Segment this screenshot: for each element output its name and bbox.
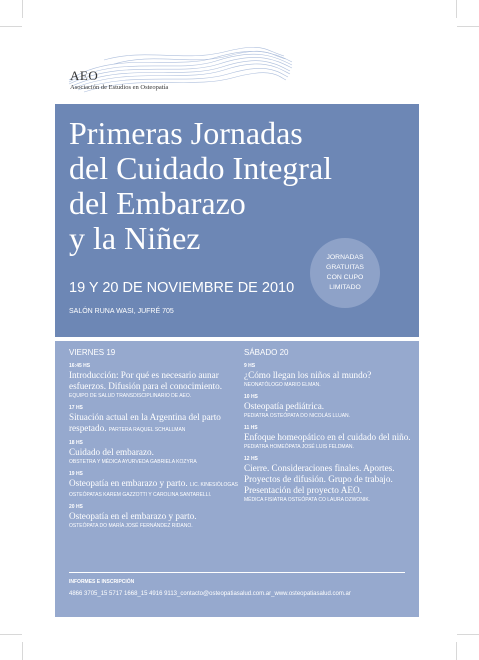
- crop-mark: [456, 0, 457, 18]
- session-speaker: OBSTETRA Y MÉDICA AYURVEDA GABRIELA KOZYRA: [69, 459, 197, 465]
- session-talk: Introducción: Por qué es necesario aunar esfuerzos. Difusión para el conocimiento.: [69, 370, 223, 391]
- session-speaker: PARTERA RAQUEL SCHALLMAN: [108, 427, 186, 433]
- session-time: 18 HS: [69, 440, 83, 446]
- badge-line: LIMITADO: [329, 284, 361, 291]
- contact-info: 4866 3705_15 5717 1668_15 4916 9113_contacto@osteopatiasalud.com.ar_www.osteopatiasalud.com.ar: [69, 591, 351, 597]
- session-talk: ¿Cómo llegan los niños al mundo?: [244, 370, 372, 380]
- session-talk: Cierre. Consideraciones finales. Aportes. Proyectos de difusión. Grupo de trabajo. Presentación del proyecto AEO.: [244, 463, 395, 495]
- logo-waves-icon: [64, 40, 294, 100]
- info-divider: [69, 572, 405, 573]
- event-dates: 19 Y 20 DE NOVIEMBRE DE 2010: [69, 280, 295, 296]
- friday-column: [69, 348, 249, 532]
- session-talk-text: Osteopatía en embarazo y parto.: [69, 478, 188, 488]
- info-heading: INFORMES E INSCRIPCIÓN: [69, 579, 135, 585]
- crop-mark: [457, 634, 479, 635]
- logo-acronym: AEO: [70, 68, 99, 83]
- event-title: [69, 116, 369, 256]
- badge-line: GRATUITAS: [326, 264, 364, 271]
- session-talk-text: Situación actual en la Argentina del parto respetado.: [69, 412, 221, 433]
- logo-org-name: Asociación de Estudios en Osteopatía: [70, 84, 169, 91]
- session-talk: Osteopatía pediátrica.: [244, 401, 325, 411]
- badge-line: CON CUPO: [326, 274, 364, 281]
- crop-mark: [22, 0, 23, 18]
- session-speaker: PEDIATRA HOMEÓPATA JOSÉ LUIS FELDMAN.: [244, 444, 354, 450]
- session-talk: [69, 412, 249, 436]
- session-speaker: OSTEÓPATA DO MARÍA JOSÉ FERNÁNDEZ RIDANO.: [69, 523, 193, 529]
- session-speaker: NEONATÓLOGO MARIO ELMAN.: [244, 382, 321, 388]
- session-time: 12 HS: [244, 456, 258, 462]
- session-talk: Osteopatía en el embarazo y parto.: [69, 511, 197, 521]
- session-talk: Cuidado del embarazo.: [69, 447, 154, 457]
- session-speaker: EQUIPO DE SALUD TRANSDISCIPLINARIO DE AEO.: [69, 393, 192, 399]
- crop-mark: [457, 26, 479, 27]
- session-time: 10 HS: [244, 394, 258, 400]
- saturday-column: [244, 348, 414, 506]
- session-time: 9 HS: [244, 363, 256, 369]
- session-speaker: PEDIATRA OSTEÓPATA DO NICOLÁS LLUAN.: [244, 413, 351, 419]
- title-line: del Embarazo: [69, 185, 246, 221]
- session-time: 11 HS: [244, 425, 258, 431]
- day-heading: SÁBADO 20: [244, 348, 289, 357]
- title-line: Primeras Jornadas: [69, 115, 303, 151]
- title-line: y la Niñez: [69, 220, 201, 256]
- title-line: del Cuidado Integral: [69, 150, 333, 186]
- crop-mark: [456, 642, 457, 660]
- event-venue: SALÓN RUNA WASI, JUFRÉ 705: [69, 308, 174, 315]
- free-event-badge: [310, 238, 380, 308]
- crop-mark: [22, 642, 23, 660]
- session-speaker: MÉDICA FISIATRA OSTEÓPATA CO LAURA DZWONIK.: [244, 497, 371, 503]
- program-section: [55, 341, 419, 617]
- session-talk: Enfoque homeopático en el cuidado del niño.: [244, 432, 411, 442]
- day-heading: VIERNES 19: [69, 348, 116, 357]
- hero-banner: [55, 104, 419, 337]
- crop-mark: [0, 634, 22, 635]
- crop-mark: [0, 26, 22, 27]
- session-speaker-title: LIC. KINESIÓLOGAS: [189, 482, 238, 488]
- session-time: 17 HS: [69, 405, 83, 411]
- session-time: 16:45 HS: [69, 363, 91, 369]
- badge-line: JORNADAS: [326, 254, 364, 261]
- session-time: 20 HS: [69, 504, 83, 510]
- session-speaker: OSTEÓPATAS KAREM GAZZOTTI Y CAROLINA SANTARELLI.: [69, 492, 212, 498]
- session-time: 19 HS: [69, 471, 83, 477]
- session-talk: [69, 478, 249, 491]
